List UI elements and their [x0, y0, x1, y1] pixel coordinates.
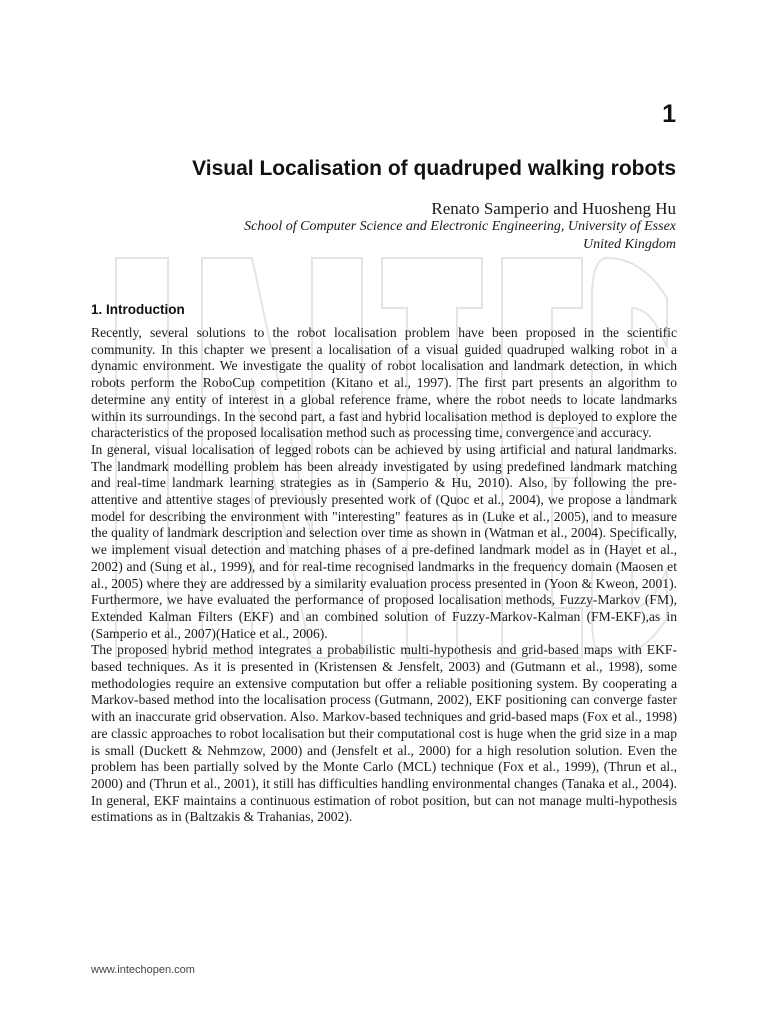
chapter-number: 1	[662, 100, 676, 128]
footer-link[interactable]: www.intechopen.com	[91, 964, 195, 976]
chapter-title: Visual Localisation of quadruped walking robots	[192, 157, 676, 180]
body-text	[91, 325, 677, 826]
paragraph: The proposed hybrid method integrates a probabilistic multi-hypothesis and grid-based maps with EKF-based techniques. As it is presented in (Kristensen & Jensfelt, 2003) and (Gutmann et al., 1998), some methodologies require an extensive computation but offer a reliable positioning system. By cooperating a Markov-based method into the localisation process (Gutmann, 2002), EKF positioning can converge faster with an inaccurate grid observation. Also. Markov-based techniques and grid-based maps (Fox et al., 1998) are classic approaches to robot localisation but their computational cost is huge when the grid size in a map is small (Duckett & Nehmzow, 2000) and (Jensfelt et al., 2000) for a high resolution solution. Even the problem has been partially solved by the Monte Carlo (MCL) technique (Fox et al., 1999), (Thrun et al., 2000) and (Thrun et al., 2001), it still has difficulties handling environmental changes (Tanaka et al., 2004). In general, EKF maintains a continuous estimation of robot position, but can not manage multi-hypothesis estimations as in (Baltzakis & Trahanias, 2002).	[91, 642, 677, 825]
paragraph: In general, visual localisation of legged robots can be achieved by using artificial and natural landmarks. The landmark modelling problem has been already investigated by using predefined landmark matching and real-time landmark learning strategies as in (Samperio & Hu, 2010). Also, by following the pre-attentive and attentive stages of previously presented work of (Quoc et al., 2004), we propose a landmark model for describing the environment with "interesting" features as in (Luke et al., 2005), and to measure the quality of landmark description and selection over time as shown in (Watman et al., 2004). Specifically, we implement visual detection and matching phases of a pre-defined landmark model as in (Hayet et al., 2002) and (Sung et al., 1999), and for real-time recognised landmarks in the frequency domain (Maosen et al., 2005) where they are addressed by a similarity evaluation process presented in (Yoon & Kweon, 2001). Furthermore, we have evaluated the performance of proposed localisation methods, Fuzzy-Markov (FM), Extended Kalman Filters (EKF) and an combined solution of Fuzzy-Markov-Kalman (FM-EKF),as in (Samperio et al., 2007)(Hatice et al., 2006).	[91, 441, 677, 641]
authors: Renato Samperio and Huosheng Hu	[431, 199, 676, 218]
affiliation-country: United Kingdom	[583, 237, 676, 252]
paragraph: Recently, several solutions to the robot localisation problem have been proposed in the scientific community. In this chapter we present a localisation of a visual guided quadruped walking robot in a dynamic environment. We investigate the quality of robot localisation and landmark detection, in which robots perform the RoboCup competition (Kitano et al., 1997). The first part presents an algorithm to determine any entity of interest in a global reference frame, where the robot needs to locate landmarks within its surroundings. In the second part, a fast and hybrid localisation method is deployed to explore the characteristics of the proposed localisation method such as processing time, convergence and accuracy.	[91, 325, 677, 441]
affiliation-line: School of Computer Science and Electronic Engineering, University of Essex	[244, 219, 676, 234]
affiliation	[244, 218, 676, 254]
section-heading: 1. Introduction	[91, 302, 185, 317]
